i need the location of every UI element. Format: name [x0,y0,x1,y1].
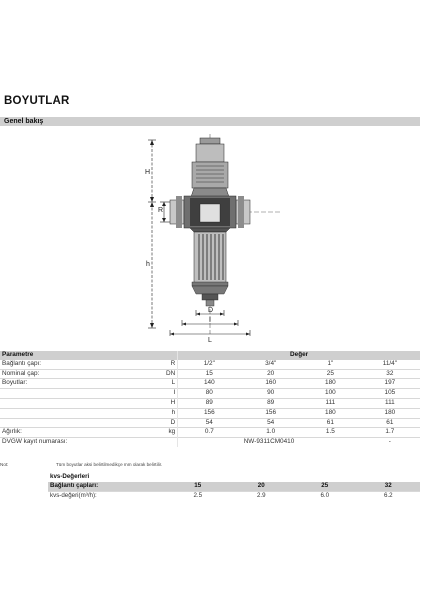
kvs-title: kvs-Değerleri [50,473,90,480]
dim-label-I: I [209,317,211,324]
footnote [0,462,162,467]
table-row: Bağlantı çapı: R 1/2" 3/4" 1" 11/4" [0,360,420,369]
table-header-row [0,351,420,360]
dim-label-h: h [146,261,150,268]
table-row: H 89 89 111 111 [0,398,420,408]
table-row: I 80 90 100 105 [0,389,420,399]
table-row: Nominal çap: DN 15 20 25 32 [0,369,420,379]
filter-dimension-drawing [130,134,280,344]
table-row: D 54 54 61 61 [0,418,420,428]
dimensions-table [0,351,420,447]
dim-label-D: D [208,307,214,314]
filter-bowl [190,228,230,306]
valve-head [190,138,230,200]
header-value: Değer [178,351,420,360]
overview-bar: Genel bakış [0,117,420,126]
valve-body [170,196,250,228]
header-parameter: Parametre [0,351,164,360]
footnote-text: Tüm boyutlar aksi belirtilmedikçe mm olarak belirtilir. [56,462,163,467]
footnote-key: Not: [0,462,9,467]
kvs-table [48,482,420,501]
dim-label-R: R [158,207,164,214]
dim-label-L: L [208,337,212,344]
kvs-header-row: Bağlantı çapları: 15 20 25 32 [48,482,420,491]
table-row: Boyutlar: L 140 160 180 197 [0,379,420,389]
dvgw-number: NW-9311CM0410 [178,438,360,447]
dim-label-H: H [145,169,151,176]
table-row: h 156 156 180 180 [0,408,420,418]
kvs-value-row: kvs-değeri(m³/h): 2.5 2.9 6.0 6.2 [48,491,420,500]
page-title: BOYUTLAR [4,95,70,107]
table-row: Ağırlık: kg 0.7 1.0 1.5 1.7 [0,428,420,438]
table-row-dvgw: DVGW kayıt numarası: NW-9311CM0410 - [0,438,420,447]
